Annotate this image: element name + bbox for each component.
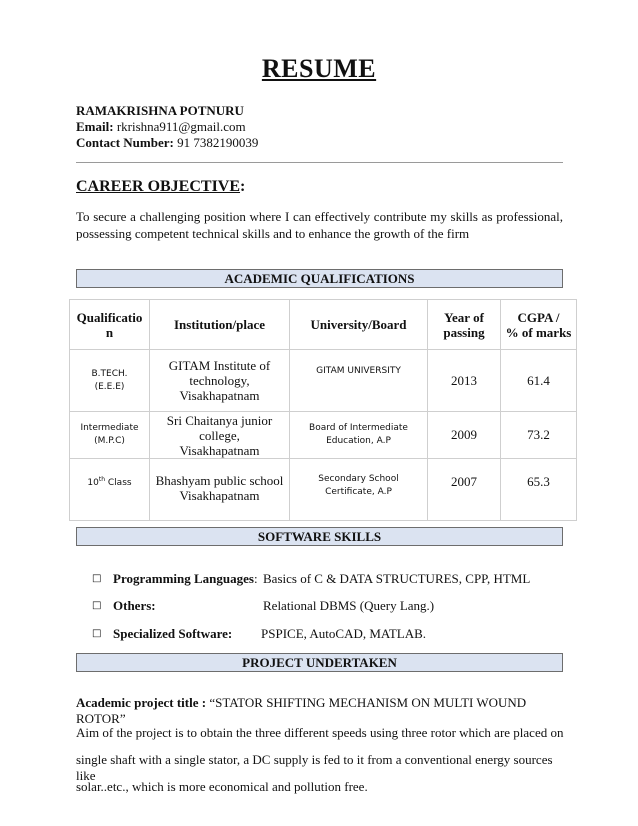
header-university: University/Board xyxy=(290,300,428,350)
table-row xyxy=(70,412,577,459)
bullet-icon: □ xyxy=(92,600,102,611)
project-description-line-2: single shaft with a single stator, a DC supply is fed to it from a conventional energy sources like xyxy=(76,752,553,783)
skill-label: Specialized Software: xyxy=(113,626,233,641)
bullet-icon: □ xyxy=(92,628,102,639)
score-cell: 73.2 xyxy=(501,412,577,459)
resume-title: RESUME xyxy=(261,54,377,83)
project-description-line-3: solar..etc., which is more economical and pollution free. xyxy=(76,779,368,794)
career-objective-text: To secure a challenging position where I can effectively contribute my skills as professional, possessing competent technical skills and to enhance the growth of the firm xyxy=(76,209,563,241)
institution-cell: Sri Chaitanya junior college, Visakhapatnam xyxy=(150,412,290,459)
email-value: rkrishna911@gmail.com xyxy=(116,119,246,134)
candidate-name: RAMAKRISHNA POTNURU xyxy=(76,103,244,118)
header-qualification: Qualificatio n xyxy=(70,300,150,350)
table-row xyxy=(70,350,577,412)
university-cell: GITAM UNIVERSITY xyxy=(290,350,428,412)
qualification-cell: B.TECH. (E.E.E) xyxy=(70,350,150,412)
contact-label: Contact Number: xyxy=(76,135,174,150)
table-row xyxy=(70,459,577,521)
skill-value: PSPICE, AutoCAD, MATLAB. xyxy=(261,626,427,641)
project-title-label: Academic project title : xyxy=(76,695,207,710)
institution-cell: GITAM Institute of technology, Visakhapatnam xyxy=(150,350,290,412)
career-objective-heading xyxy=(76,178,245,196)
skill-label: Others: xyxy=(113,598,156,613)
email-line xyxy=(76,119,246,135)
year-cell: 2009 xyxy=(428,412,501,459)
project-description-line-1: Aim of the project is to obtain the three different speeds using three rotor which are placed on xyxy=(76,725,564,740)
university-cell: Board of Intermediate Education, A.P xyxy=(290,412,428,459)
career-objective-colon: : xyxy=(240,178,246,195)
score-cell: 61.4 xyxy=(501,350,577,412)
project-title-line xyxy=(76,695,566,727)
university-cell: Secondary School Certificate, A.P xyxy=(290,459,428,521)
academic-qualifications-band: ACADEMIC QUALIFICATIONS xyxy=(76,269,563,288)
score-cell: 65.3 xyxy=(501,459,577,521)
career-objective-title: CAREER OBJECTIVE xyxy=(76,178,241,195)
year-cell: 2007 xyxy=(428,459,501,521)
skill-value: Basics of C & DATA STRUCTURES, CPP, HTML xyxy=(263,571,531,586)
email-label: Email: xyxy=(76,119,114,134)
project-title-value: “STATOR SHIFTING MECHANISM ON MULTI WOUND ROTOR” xyxy=(76,695,527,726)
year-cell: 2013 xyxy=(428,350,501,412)
bullet-icon: □ xyxy=(92,573,102,584)
header-divider xyxy=(76,162,563,163)
academic-table xyxy=(69,299,577,521)
skill-value: Relational DBMS (Query Lang.) xyxy=(263,598,435,613)
table-header-row xyxy=(70,300,577,350)
contact-line xyxy=(76,135,258,151)
skill-label: Programming Languages: xyxy=(113,571,258,586)
header-institution: Institution/place xyxy=(150,300,290,350)
qualification-cell: Intermediate (M.P.C) xyxy=(70,412,150,459)
institution-cell: Bhashyam public school Visakhapatnam xyxy=(150,459,290,521)
qualification-cell: 10th Class xyxy=(70,459,150,521)
project-undertaken-band: PROJECT UNDERTAKEN xyxy=(76,653,563,672)
header-cgpa: CGPA / % of marks xyxy=(501,300,577,350)
software-skills-band: SOFTWARE SKILLS xyxy=(76,527,563,546)
contact-value: 91 7382190039 xyxy=(177,135,259,150)
header-year: Year of passing xyxy=(428,300,501,350)
